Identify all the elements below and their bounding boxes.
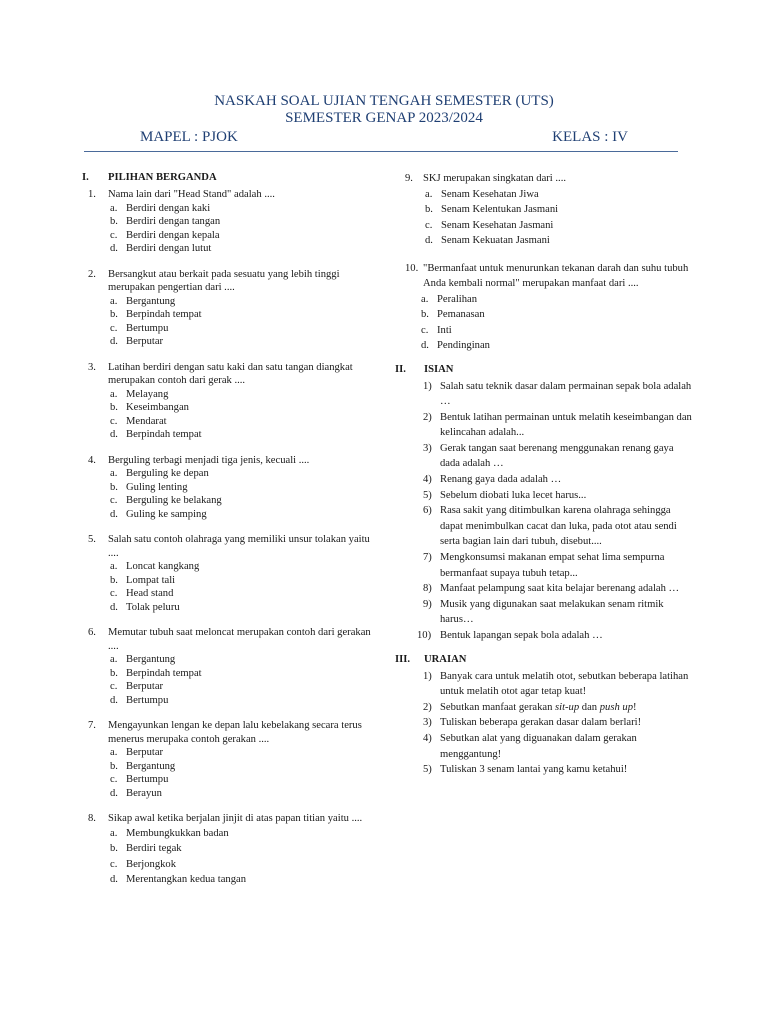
question-number: 8. bbox=[88, 813, 96, 824]
option-letter: b. bbox=[425, 204, 433, 215]
option-text: Senam Kesehatan Jasmani bbox=[441, 219, 554, 231]
option-text: Bertumpu bbox=[126, 694, 169, 706]
option-a bbox=[108, 467, 372, 481]
section-heading-isian bbox=[393, 362, 693, 376]
item-number: 5) bbox=[423, 764, 432, 776]
option-text: Pendinginan bbox=[437, 340, 490, 351]
option-text: Berpindah tempat bbox=[126, 667, 202, 679]
question-7 bbox=[82, 719, 372, 800]
item-number: 3) bbox=[423, 717, 432, 729]
option-b bbox=[108, 667, 372, 681]
spacer bbox=[393, 249, 693, 261]
option-d bbox=[419, 338, 693, 354]
option-d bbox=[108, 872, 372, 888]
option-d bbox=[108, 428, 372, 442]
section-number: II. bbox=[395, 363, 406, 375]
option-letter: b. bbox=[110, 760, 118, 772]
options-list bbox=[108, 826, 372, 888]
question-text: Latihan berdiri dengan satu kaki dan satu tangan diangkat merupakan contoh dari gerak .... bbox=[108, 361, 353, 386]
option-c bbox=[108, 322, 372, 336]
uraian-list bbox=[393, 669, 693, 778]
option-a bbox=[108, 388, 372, 402]
item-emphasis-situp: sit-up bbox=[555, 701, 580, 713]
option-text: Mendarat bbox=[126, 415, 167, 427]
option-text: Inti bbox=[437, 324, 452, 336]
option-text: Guling ke samping bbox=[126, 508, 207, 520]
option-letter: d. bbox=[110, 243, 118, 254]
option-letter: b. bbox=[110, 309, 118, 320]
isian-item-8 bbox=[393, 581, 693, 597]
option-c bbox=[108, 857, 372, 873]
item-text-after: ! bbox=[633, 701, 637, 713]
question-text: Mengayunkan lengan ke depan lalu kebelakang secara terus menerus merupaka contoh gerakan .... bbox=[108, 720, 362, 745]
option-text: Bergantung bbox=[126, 760, 176, 772]
option-c bbox=[108, 587, 372, 601]
question-6 bbox=[82, 626, 372, 707]
item-number: 9) bbox=[423, 598, 432, 610]
option-b bbox=[423, 202, 693, 218]
item-number: 8) bbox=[423, 583, 432, 595]
section-heading-pilihan-berganda bbox=[82, 171, 372, 185]
subject-label: MAPEL : PJOK bbox=[140, 129, 238, 145]
option-text: Head stand bbox=[126, 588, 174, 599]
option-text: Berguling ke belakang bbox=[126, 495, 222, 506]
item-number: 3) bbox=[423, 442, 432, 454]
option-text: Berputar bbox=[126, 747, 164, 758]
option-b bbox=[419, 307, 693, 323]
option-text: Tolak peluru bbox=[126, 601, 180, 613]
option-letter: c. bbox=[110, 681, 118, 692]
spacer bbox=[82, 349, 372, 361]
question-text: Nama lain dari "Head Stand" adalah .... bbox=[108, 189, 275, 200]
option-d bbox=[108, 694, 372, 708]
option-text: Keseimbangan bbox=[126, 402, 189, 413]
option-text: Bertumpu bbox=[126, 322, 169, 334]
option-d bbox=[108, 335, 372, 349]
item-text: Salah satu teknik dasar dalam permainan sepak bola adalah … bbox=[440, 380, 692, 408]
spacer bbox=[82, 800, 372, 812]
option-text: Berdiri dengan lutut bbox=[126, 243, 212, 254]
option-text: Membungkukkan badan bbox=[126, 827, 229, 839]
option-letter: a. bbox=[110, 747, 118, 758]
option-letter: a. bbox=[110, 468, 118, 479]
option-letter: b. bbox=[110, 667, 118, 679]
option-c bbox=[108, 680, 372, 694]
option-text: Berguling ke depan bbox=[126, 468, 209, 479]
item-number: 7) bbox=[423, 552, 432, 564]
option-a bbox=[108, 653, 372, 667]
option-letter: c. bbox=[110, 774, 118, 785]
item-text-mid: dan bbox=[579, 701, 600, 713]
option-d bbox=[108, 242, 372, 256]
option-a bbox=[108, 746, 372, 760]
question-8 bbox=[82, 812, 372, 888]
option-letter: a. bbox=[110, 388, 118, 400]
item-text: Mengkonsumsi makanan empat sehat lima sempurna bermanfaat supaya tubuh tetap... bbox=[440, 552, 665, 579]
item-number: 6) bbox=[423, 505, 432, 517]
section-heading-uraian bbox=[393, 652, 693, 666]
option-text: Pemanasan bbox=[437, 309, 485, 320]
option-text: Berdiri tegak bbox=[126, 843, 182, 854]
class-label: KELAS : IV bbox=[552, 129, 628, 145]
option-b bbox=[108, 760, 372, 774]
options-list bbox=[108, 388, 372, 442]
option-letter: c. bbox=[421, 324, 429, 336]
header-divider bbox=[84, 151, 678, 152]
item-number: 4) bbox=[423, 474, 432, 486]
spacer bbox=[82, 256, 372, 268]
option-text: Berpindah tempat bbox=[126, 429, 202, 440]
option-letter: c. bbox=[110, 858, 118, 870]
isian-item-1 bbox=[393, 379, 693, 410]
question-4 bbox=[82, 454, 372, 522]
question-number: 6. bbox=[88, 627, 96, 638]
question-number: 9. bbox=[405, 173, 413, 184]
option-b bbox=[108, 308, 372, 322]
exam-title: NASKAH SOAL UJIAN TENGAH SEMESTER (UTS) bbox=[214, 93, 554, 109]
option-letter: d. bbox=[110, 787, 118, 799]
option-letter: d. bbox=[110, 508, 118, 520]
question-2 bbox=[82, 268, 372, 349]
option-letter: b. bbox=[110, 574, 118, 586]
section-title: URAIAN bbox=[424, 653, 467, 665]
option-letter: c. bbox=[110, 415, 118, 427]
option-letter: a. bbox=[425, 188, 433, 200]
item-text-before: Sebutkan manfaat gerakan bbox=[440, 701, 556, 713]
uraian-item-5 bbox=[393, 762, 693, 778]
isian-item-6 bbox=[393, 503, 693, 550]
item-number: 5) bbox=[423, 489, 432, 501]
option-letter: d. bbox=[110, 874, 118, 885]
option-b bbox=[108, 574, 372, 588]
option-c bbox=[419, 323, 693, 339]
question-number: 10. bbox=[405, 262, 419, 274]
item-text: Tuliskan 3 senam lantai yang kamu ketahui! bbox=[440, 764, 628, 776]
item-text: Musik yang digunakan saat melakukan senam ritmik harus… bbox=[440, 598, 664, 626]
option-c bbox=[108, 415, 372, 429]
options-list bbox=[108, 202, 372, 256]
item-number: 2) bbox=[423, 411, 432, 423]
question-text: Bersangkut atau berkait pada sesuatu yang lebih tinggi merupakan pengertian dari .... bbox=[108, 268, 340, 293]
uraian-item-3 bbox=[393, 715, 693, 731]
item-text: Sebutkan alat yang diguanakan dalam gerakan menggantung! bbox=[440, 732, 637, 760]
option-text: Berpindah tempat bbox=[126, 309, 202, 320]
question-9 bbox=[393, 171, 693, 249]
uraian-item-1 bbox=[393, 669, 693, 700]
isian-item-3 bbox=[393, 441, 693, 472]
option-text: Senam Kelentukan Jasmani bbox=[441, 204, 559, 215]
question-1 bbox=[82, 188, 372, 256]
right-column bbox=[393, 171, 693, 778]
option-text: Berjongkok bbox=[126, 858, 177, 870]
option-text: Lompat tali bbox=[126, 574, 176, 586]
option-b bbox=[108, 841, 372, 857]
spacer bbox=[82, 614, 372, 626]
section-title: ISIAN bbox=[424, 363, 454, 375]
question-number: 5. bbox=[88, 534, 96, 545]
item-text: Rasa sakit yang ditimbulkan karena olahraga sehingga dapat menimbulkan cacat dan luka, pada otot atau sendi serta bagian lain dari tubuh, disebut.... bbox=[440, 505, 677, 548]
option-text: Berdiri dengan kaki bbox=[126, 202, 211, 214]
isian-list bbox=[393, 379, 693, 644]
question-number: 7. bbox=[88, 720, 96, 731]
spacer bbox=[393, 354, 693, 362]
isian-item-2 bbox=[393, 410, 693, 441]
options-list bbox=[108, 746, 372, 800]
item-number: 4) bbox=[423, 732, 432, 744]
option-text: Berputar bbox=[126, 336, 164, 347]
question-text: Salah satu contoh olahraga yang memiliki unsur tolakan yaitu .... bbox=[108, 534, 370, 559]
isian-item-9 bbox=[393, 597, 693, 628]
option-c bbox=[108, 494, 372, 508]
option-letter: a. bbox=[110, 295, 118, 307]
option-b bbox=[108, 481, 372, 495]
section-title: PILIHAN BERGANDA bbox=[108, 172, 217, 183]
option-a bbox=[108, 560, 372, 574]
option-letter: d. bbox=[110, 601, 118, 613]
uraian-item-4 bbox=[393, 731, 693, 762]
item-number: 1) bbox=[423, 380, 432, 392]
option-d bbox=[108, 508, 372, 522]
item-text: Bentuk lapangan sepak bola adalah … bbox=[440, 630, 603, 641]
item-number: 10) bbox=[417, 630, 432, 641]
option-text: Berdiri dengan kepala bbox=[126, 229, 220, 241]
item-number: 2) bbox=[423, 701, 432, 713]
options-list bbox=[108, 560, 372, 614]
question-text: Sikap awal ketika berjalan jinjit di atas papan titian yaitu .... bbox=[108, 813, 363, 824]
spacer bbox=[393, 644, 693, 652]
item-number: 1) bbox=[423, 670, 432, 682]
option-text: Loncat kangkang bbox=[126, 561, 200, 572]
option-a bbox=[108, 826, 372, 842]
option-letter: c. bbox=[425, 219, 433, 231]
question-10 bbox=[393, 261, 693, 354]
option-letter: b. bbox=[110, 843, 118, 854]
options-list bbox=[423, 187, 693, 249]
option-letter: d. bbox=[110, 694, 118, 706]
option-letter: a. bbox=[110, 202, 118, 214]
option-letter: b. bbox=[110, 402, 118, 413]
option-letter: b. bbox=[110, 216, 118, 227]
option-d bbox=[423, 233, 693, 249]
isian-item-7 bbox=[393, 550, 693, 581]
section-number: III. bbox=[395, 653, 411, 665]
option-text: Senam Kekuatan Jasmani bbox=[441, 235, 550, 246]
option-letter: c. bbox=[110, 322, 118, 334]
question-text: Memutar tubuh saat meloncat merupakan contoh dari gerakan .... bbox=[108, 627, 371, 652]
document-header bbox=[0, 93, 768, 127]
option-text: Bergantung bbox=[126, 654, 176, 665]
spacer bbox=[82, 707, 372, 719]
option-letter: c. bbox=[110, 229, 118, 241]
option-letter: a. bbox=[421, 293, 429, 305]
option-letter: d. bbox=[110, 429, 118, 440]
option-c bbox=[423, 218, 693, 234]
option-letter: d. bbox=[421, 340, 429, 351]
option-text: Guling lenting bbox=[126, 481, 188, 493]
option-letter: a. bbox=[110, 654, 118, 665]
option-text: Melayang bbox=[126, 388, 169, 400]
options-list bbox=[108, 653, 372, 707]
isian-item-5 bbox=[393, 488, 693, 504]
option-text: Merentangkan kedua tangan bbox=[126, 874, 247, 885]
option-letter: d. bbox=[110, 336, 118, 347]
item-emphasis-pushup: push up bbox=[599, 701, 634, 713]
option-letter: b. bbox=[421, 309, 429, 320]
option-text: Berputar bbox=[126, 681, 164, 692]
question-text: SKJ merupakan singkatan dari .... bbox=[423, 173, 566, 184]
option-c bbox=[108, 773, 372, 787]
section-number: I. bbox=[82, 172, 89, 183]
question-text: "Bermanfaat untuk menurunkan tekanan darah dan suhu tubuh Anda kembali normal" merupakan manfaat dari .... bbox=[423, 262, 689, 289]
option-a bbox=[108, 295, 372, 309]
left-column bbox=[82, 171, 372, 888]
option-text: Bertumpu bbox=[126, 774, 169, 785]
option-a bbox=[423, 187, 693, 203]
option-letter: d. bbox=[425, 235, 433, 246]
option-letter: a. bbox=[110, 561, 118, 572]
spacer bbox=[82, 521, 372, 533]
question-number: 2. bbox=[88, 268, 96, 280]
option-c bbox=[108, 229, 372, 243]
item-text: Renang gaya dada adalah … bbox=[440, 474, 562, 486]
question-5 bbox=[82, 533, 372, 614]
options-list bbox=[108, 467, 372, 521]
item-text: Banyak cara untuk melatih otot, sebutkan beberapa latihan untuk melatih otot agar tetap kuat! bbox=[440, 670, 689, 698]
question-text: Berguling terbagi menjadi tiga jenis, kecuali .... bbox=[108, 454, 310, 466]
item-text: Manfaat pelampung saat kita belajar berenang adalah … bbox=[440, 583, 680, 595]
item-text: Tuliskan beberapa gerakan dasar dalam berlari! bbox=[440, 717, 642, 729]
item-text: Bentuk latihan permainan untuk melatih keseimbangan dan kelincahan adalah... bbox=[440, 411, 692, 439]
option-letter: c. bbox=[110, 495, 118, 506]
option-text: Peralihan bbox=[437, 293, 478, 305]
option-d bbox=[108, 787, 372, 801]
option-a bbox=[419, 292, 693, 308]
isian-item-4 bbox=[393, 472, 693, 488]
option-text: Berayun bbox=[126, 787, 162, 799]
uraian-item-2 bbox=[393, 700, 693, 716]
options-list bbox=[108, 295, 372, 349]
option-b bbox=[108, 401, 372, 415]
option-text: Senam Kesehatan Jiwa bbox=[441, 188, 539, 200]
options-list bbox=[419, 292, 693, 354]
isian-item-10 bbox=[393, 628, 693, 644]
question-3 bbox=[82, 361, 372, 442]
question-number: 4. bbox=[88, 454, 96, 466]
option-letter: c. bbox=[110, 588, 118, 599]
item-text: Sebelum diobati luka lecet harus... bbox=[440, 489, 587, 501]
semester-title: SEMESTER GENAP 2023/2024 bbox=[285, 110, 483, 126]
option-text: Bergantung bbox=[126, 295, 176, 307]
spacer bbox=[82, 442, 372, 454]
option-letter: a. bbox=[110, 827, 118, 839]
option-letter: b. bbox=[110, 481, 118, 493]
option-d bbox=[108, 601, 372, 615]
option-text: Berdiri dengan tangan bbox=[126, 216, 221, 227]
option-b bbox=[108, 215, 372, 229]
question-number: 3. bbox=[88, 361, 96, 373]
option-a bbox=[108, 202, 372, 216]
item-text: Gerak tangan saat berenang menggunakan renang gaya dada adalah … bbox=[440, 442, 674, 470]
question-number: 1. bbox=[88, 189, 96, 200]
